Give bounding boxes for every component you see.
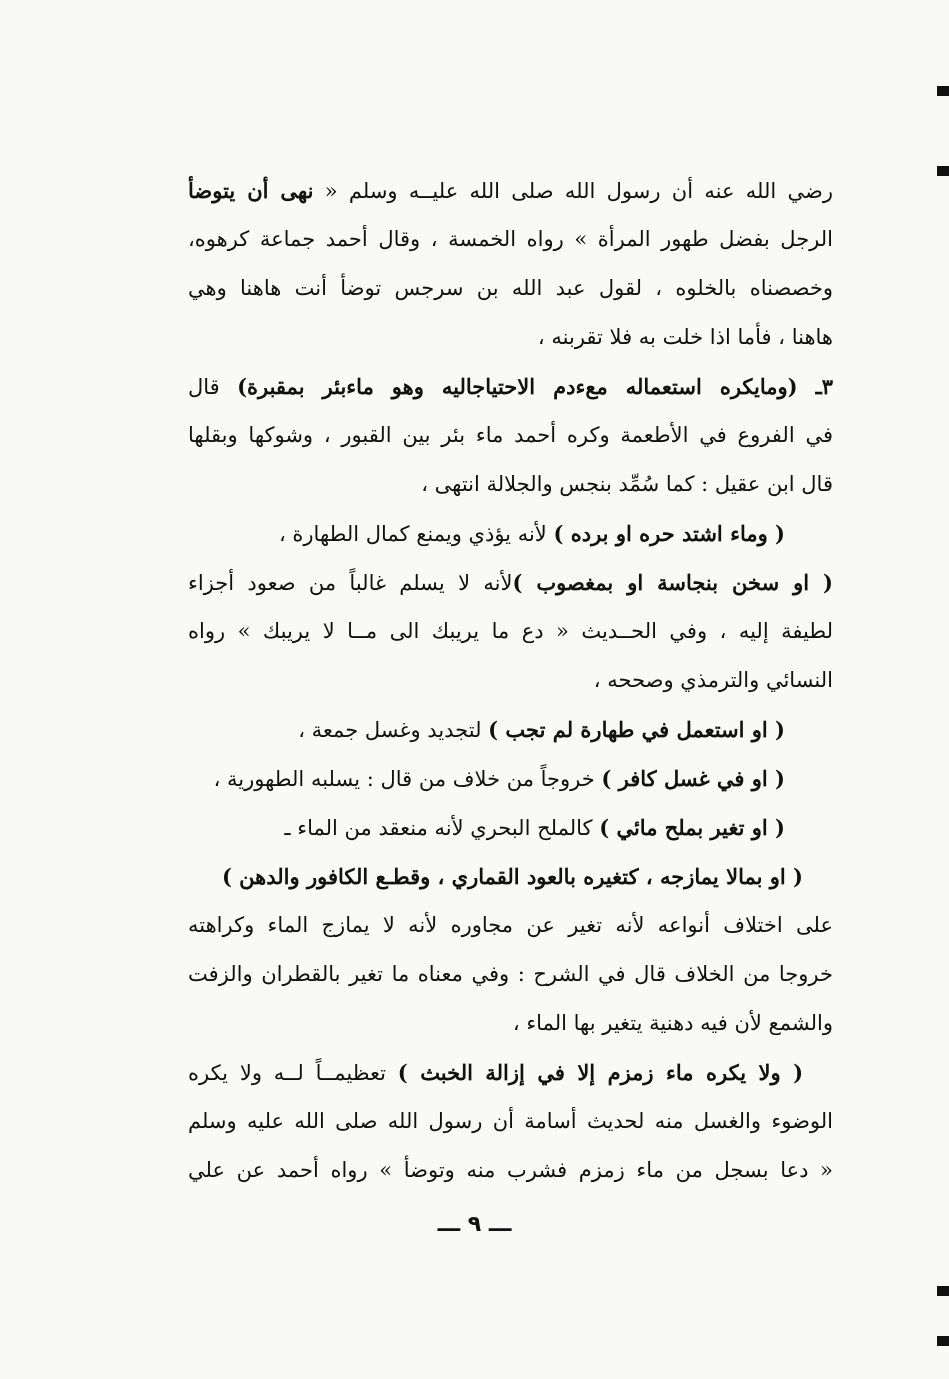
- text-line: وخصصناه بالخلوه ، لقول عبد الله بن سرجس توضأ أنت هاهنا وهي: [188, 276, 833, 300]
- text-line: رضي الله عنه أن رسول الله صلى الله عليــه وسلم « نهى أن يتوضأ: [188, 178, 833, 203]
- binding-mark: [937, 86, 949, 96]
- text-line: والشمع لأن فيه دهنية يتغير بها الماء ،: [512, 1011, 833, 1035]
- text-line: هاهنا ، فأما اذا خلت به فلا تقربنه ،: [537, 325, 833, 349]
- section-heading: ٣ـ (ومايكره استعماله معءدم الاحتياجاليه وهو ماءبئر بمقبرة) قال: [188, 374, 833, 399]
- page-number: ـــ ٩ ـــ: [437, 1212, 512, 1237]
- text-line: على اختلاف أنواعه لأنه تغير عن مجاوره لأنه لا يمازج الماء وكراهته: [188, 913, 833, 937]
- text-line: النسائي والترمذي وصححه ،: [593, 668, 833, 692]
- text-line: الرجل بفضل طهور المرأة » رواه الخمسة ، وقال أحمد جماعة كرهوه،: [188, 227, 833, 251]
- text-line: قال ابن عقيل : كما سُمِّد بنجس والجلالة انتهى ،: [421, 472, 833, 496]
- text-line: الوضوء والغسل منه لحديث أسامة أن رسول الله صلى الله عليه وسلم: [188, 1109, 833, 1133]
- matn-line: ( او تغير بملح مائي ) كالملح البحري لأنه منعقد من الماء ـ: [284, 815, 785, 840]
- matn-line: ( ولا يكره ماء زمزم إلا في إزالة الخبث ) تعظيمــاً لــه ولا يكره: [188, 1060, 804, 1085]
- matn-line: ( او استعمل في طهارة لم تجب ) لتجديد وغسل جمعة ،: [298, 717, 785, 742]
- text-line: في الفروع في الأطعمة وكره أحمد ماء بئر بين القبور ، وشوكها وبقلها: [188, 423, 833, 447]
- binding-mark: [937, 166, 949, 176]
- text-line: « دعا بسجل من ماء زمزم فشرب منه وتوضأ » رواه أحمد عن علي: [188, 1158, 833, 1182]
- text-line: لطيفة إليه ، وفي الحــديث « دع ما يريبك الى مــا لا يريبك » رواه: [188, 619, 833, 643]
- body-text: [188, 166, 833, 1195]
- matn-line: ( او بمالا يمازجه ، كتغيره بالعود القماري ، وقطـع الكافور والدهن ): [221, 864, 803, 889]
- matn-line: ( او سخن بنجاسة او بمغصوب )لأنه لا يسلم غالباً من صعود أجزاء: [188, 570, 833, 595]
- matn-line: ( وماء اشتد حره او برده ) لأنه يؤذي ويمنع كمال الطهارة ،: [278, 521, 785, 546]
- matn-line: ( او في غسل كافر ) خروجاً من خلاف من قال : يسلبه الطهورية ،: [213, 766, 785, 791]
- binding-mark: [937, 1336, 949, 1346]
- text-line: خروجا من الخلاف قال في الشرح : وفي معناه ما تغير بالقطران والزفت: [188, 962, 833, 986]
- binding-mark: [937, 1286, 949, 1296]
